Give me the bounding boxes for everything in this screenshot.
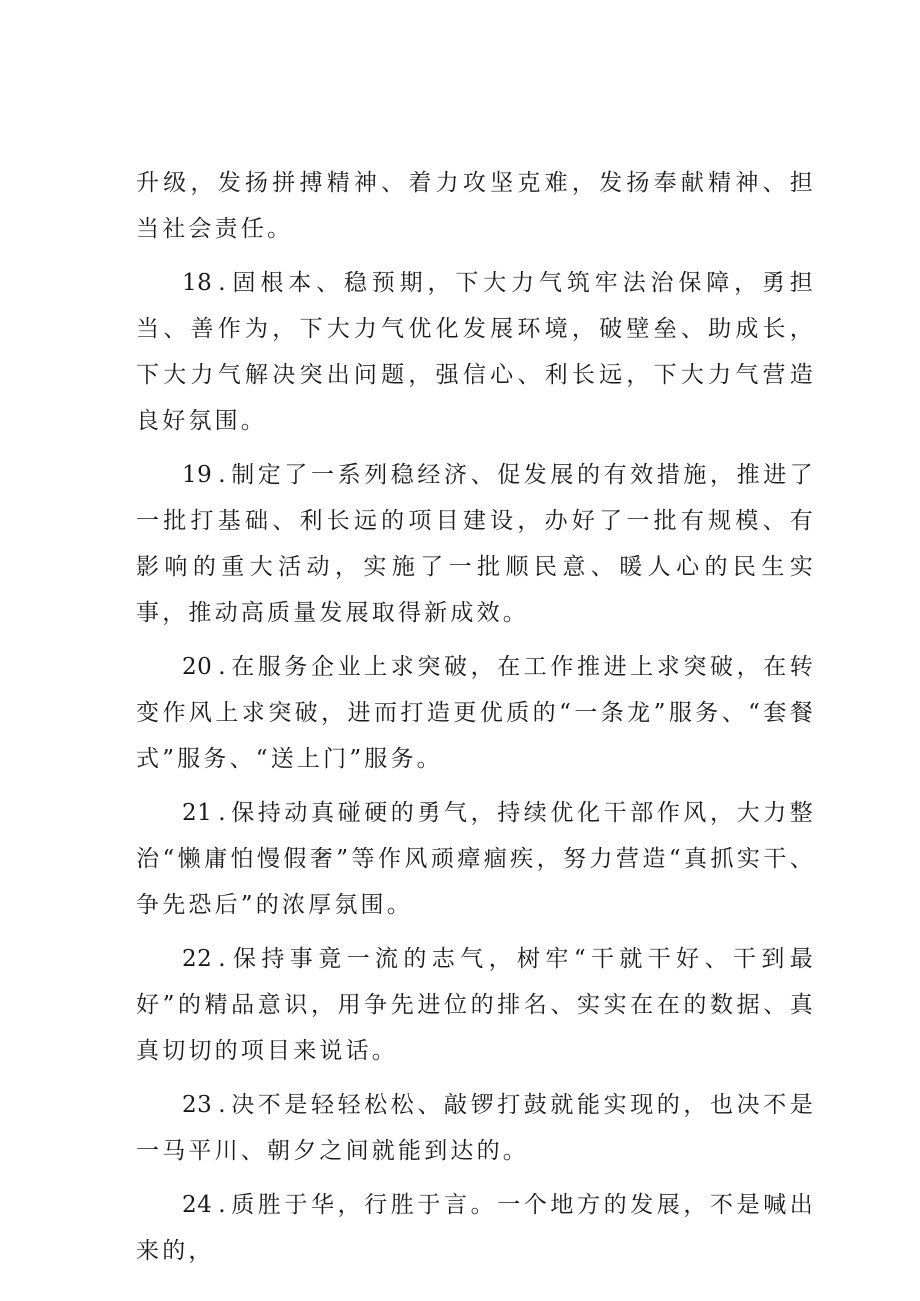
paragraph-text: 保持动真碰硬的勇气，持续优化干部作风，大力整治“懒庸怕慢假奢”等作风顽瘴痼疾，努力营造“真抓实干、争先恐后”的浓厚氛围。 — [136, 800, 816, 918]
paragraph-text: 在服务企业上求突破，在工作推进上求突破，在转变作风上求突破，进而打造更优质的“一条龙”服务、“套餐式”服务、“送上门”服务。 — [136, 654, 816, 772]
paragraph-number: 19 — [182, 462, 213, 488]
paragraph-text: 保持事竟一流的志气，树牢“干就干好、干到最好”的精品意识，用争先进位的排名、实实在在的数据、真真切切的项目来说话。 — [136, 946, 816, 1064]
paragraph-22 — [136, 936, 816, 1074]
number-separator: . — [218, 654, 229, 680]
paragraph-number: 24 — [182, 1192, 213, 1218]
number-separator: . — [218, 270, 229, 296]
paragraph-continued — [136, 160, 816, 252]
paragraph-number: 22 — [182, 946, 213, 972]
paragraph-19 — [136, 452, 816, 636]
number-separator: . — [218, 800, 229, 826]
paragraph-20 — [136, 644, 816, 782]
paragraph-number: 23 — [182, 1092, 213, 1118]
paragraph-23 — [136, 1082, 816, 1174]
number-separator: . — [218, 1092, 229, 1118]
number-separator: . — [218, 462, 229, 488]
paragraph-text: 升级，发扬拼搏精神、着力攻坚克难，发扬奉献精神、担当社会责任。 — [136, 170, 816, 242]
paragraph-number: 21 — [182, 800, 213, 826]
number-separator: . — [218, 1192, 229, 1218]
number-separator: . — [218, 946, 229, 972]
paragraph-text: 制定了一系列稳经济、促发展的有效措施，推进了一批打基础、利长远的项目建设，办好了一批有规模、有影响的重大活动，实施了一批顺民意、暖人心的民生实事，推动高质量发展取得新成效。 — [136, 462, 816, 626]
paragraph-21 — [136, 790, 816, 928]
paragraph-18 — [136, 260, 816, 444]
paragraph-number: 20 — [182, 654, 213, 680]
paragraph-text: 质胜于华，行胜于言。一个地方的发展，不是喊出来的， — [136, 1192, 816, 1264]
paragraph-text: 固根本、稳预期，下大力气筑牢法治保障，勇担当、善作为，下大力气优化发展环境，破壁垒、助成长，下大力气解决突出问题，强信心、利长远，下大力气营造良好氛围。 — [136, 270, 816, 434]
paragraph-24 — [136, 1182, 816, 1274]
document-body — [136, 160, 816, 1282]
paragraph-number: 18 — [182, 270, 213, 296]
paragraph-text: 决不是轻轻松松、敲锣打鼓就能实现的，也决不是一马平川、朝夕之间就能到达的。 — [136, 1092, 816, 1164]
